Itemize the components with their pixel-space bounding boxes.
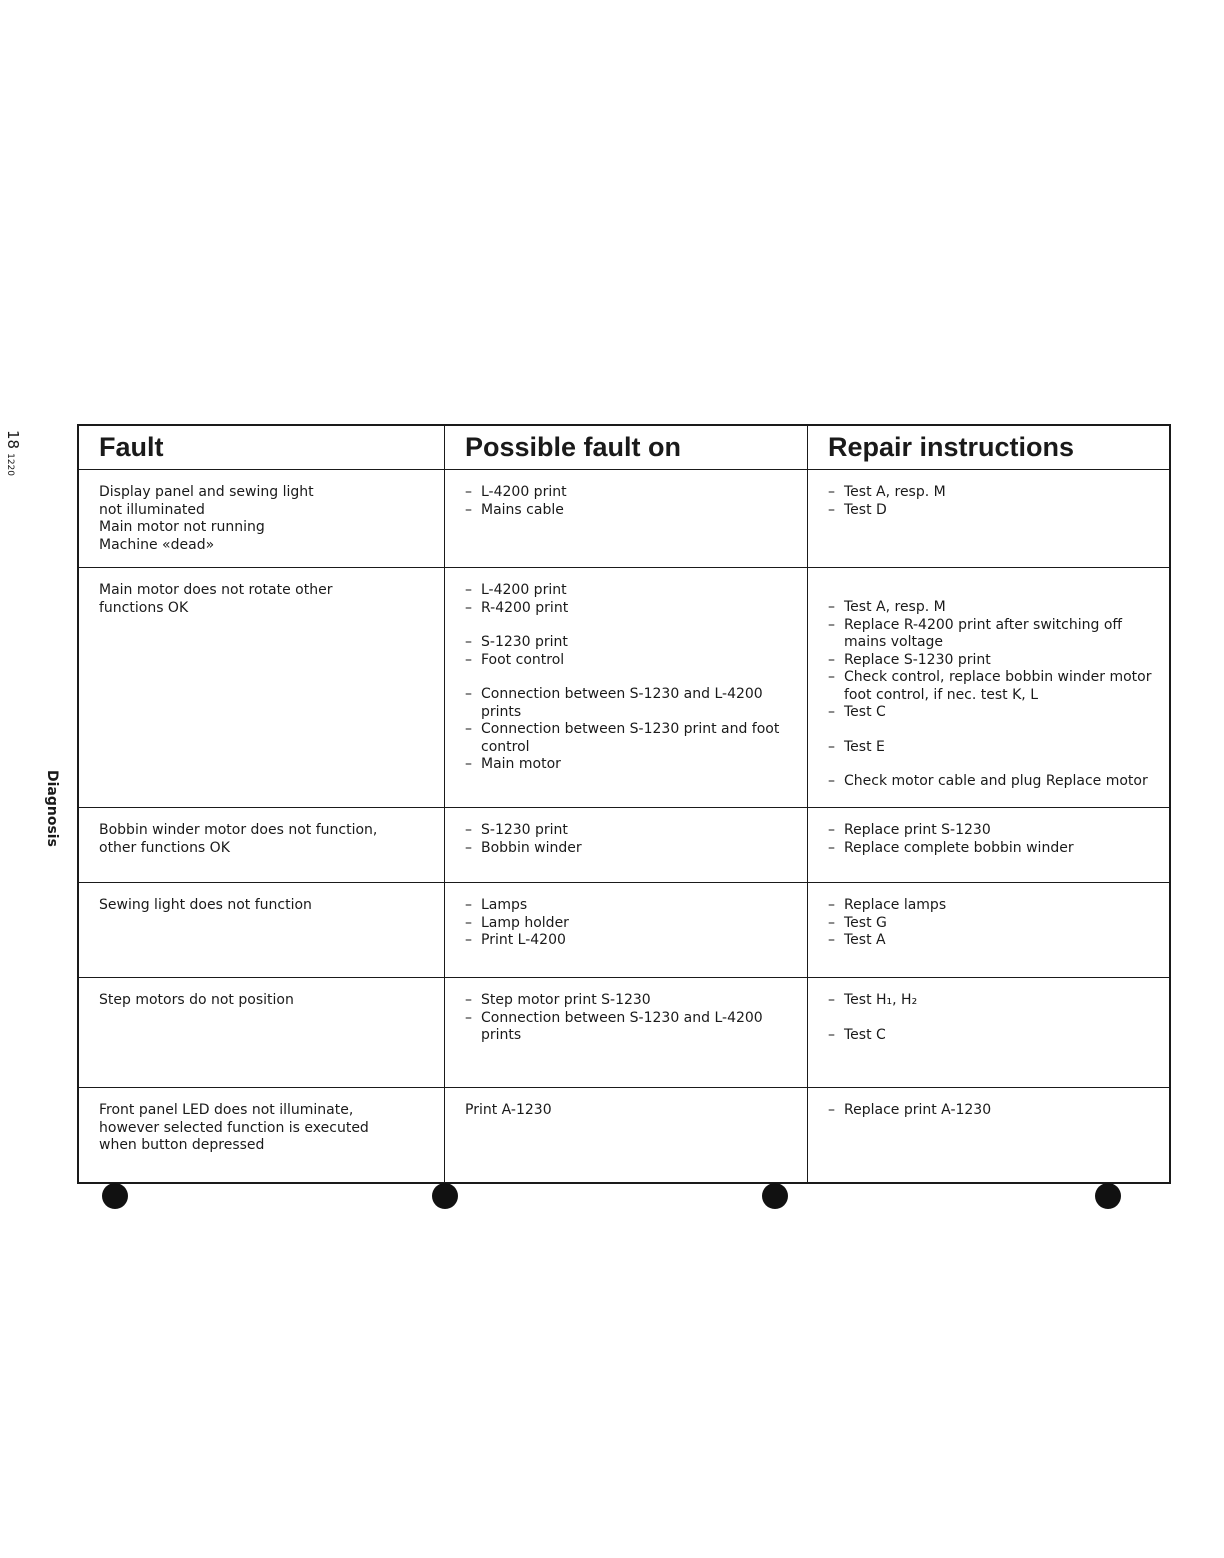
possible-fault-cell [445,808,808,883]
header-possible-fault-on: Possible fault on [445,426,808,470]
repair-item [828,822,1159,840]
possible-fault-text: Bobbin winder [481,839,582,856]
dash-bullet: – [828,669,835,685]
possible-fault-item [465,822,797,840]
possible-fault-item [465,897,797,915]
possible-fault-item [465,484,797,502]
dash-bullet: – [828,599,835,615]
fault-line: Sewing light does not function [99,897,312,913]
possible-fault-text: S-1230 print [481,822,568,838]
repair-text: Test H₁, H₂ [844,992,918,1008]
repair-cell [808,1088,1169,1182]
fault-line: Machine «dead» [99,536,215,553]
dash-bullet: – [465,992,472,1008]
possible-fault-item [465,634,797,652]
possible-fault-text: Print A-1230 [465,1102,552,1118]
dash-bullet: – [828,773,835,789]
repair-text: Test A, resp. M [844,599,946,615]
dash-bullet: – [828,822,835,838]
possible-fault-item [465,600,797,618]
possible-fault-item [465,502,797,520]
repair-cell [808,568,1169,808]
dash-bullet: – [465,822,472,838]
possible-fault-text: Lamp holder [481,914,569,931]
possible-fault-item [465,721,797,756]
dash-bullet: – [465,634,472,650]
page-code: 1220 [5,453,15,476]
dash-bullet: – [828,651,835,668]
possible-fault-item [465,840,797,858]
dash-bullet: – [465,484,472,500]
repair-cell [808,978,1169,1088]
fault-cell [79,1088,445,1182]
repair-item [828,1102,1159,1120]
spacer [465,617,797,634]
repair-text: Test G [844,914,887,931]
possible-fault-cell [445,470,808,568]
fault-line: when button depressed [99,1137,265,1153]
dash-bullet: – [828,1102,835,1118]
repair-text: Test C [844,1026,886,1043]
possible-fault-item [465,915,797,933]
repair-text: Replace R-4200 print after switching off mains voltage [844,616,1123,650]
possible-fault-text: Mains cable [481,501,564,518]
header-repair-instructions: Repair instructions [808,426,1169,470]
repair-item [828,739,1159,757]
repair-item [828,773,1159,791]
spacer [465,669,797,686]
binding-hole [432,1183,458,1209]
repair-text: Replace S-1230 print [844,651,991,668]
possible-fault-text: L-4200 print [481,484,567,500]
binding-hole [762,1183,788,1209]
repair-text: Test E [844,738,885,755]
possible-fault-text: Connection between S-1230 print and foot control [481,721,780,755]
binding-hole [1095,1183,1121,1209]
dash-bullet: – [465,897,472,913]
dash-bullet: – [465,1009,472,1026]
possible-fault-item [465,652,797,670]
fault-cell [79,470,445,568]
dash-bullet: – [828,501,835,518]
possible-fault-item [465,992,797,1010]
possible-fault-text: R-4200 print [481,599,569,616]
possible-fault-cell [445,883,808,978]
possible-fault-item [465,1102,797,1120]
possible-fault-item [465,686,797,721]
repair-item [828,599,1159,617]
fault-line: Bobbin winder motor does not function, [99,822,378,838]
possible-fault-item [465,1010,797,1045]
dash-bullet: – [465,501,472,518]
dash-bullet: – [465,599,472,616]
fault-line: Front panel LED does not illuminate, [99,1102,354,1118]
fault-line: Step motors do not position [99,992,294,1008]
dash-bullet: – [828,704,835,720]
repair-cell [808,470,1169,568]
fault-line: not illuminated [99,501,205,518]
possible-fault-text: S-1230 print [481,634,568,650]
binding-hole [102,1183,128,1209]
repair-text: Test A [844,932,886,948]
repair-item [828,992,1159,1010]
repair-item [828,652,1159,670]
possible-fault-text: Step motor print S-1230 [481,992,651,1008]
repair-item [828,915,1159,933]
repair-text: Replace lamps [844,897,947,913]
possible-fault-text: Foot control [481,651,565,668]
dash-bullet: – [465,932,472,948]
dash-bullet: – [828,738,835,755]
page-number: 181220 [4,430,22,476]
repair-item [828,669,1159,704]
repair-item [828,840,1159,858]
possible-fault-item [465,756,797,774]
dash-bullet: – [465,756,472,772]
repair-text: Replace complete bobbin winder [844,839,1074,856]
dash-bullet: – [465,651,472,668]
repair-text: Check control, replace bobbin winder motor foot control, if nec. test K, L [844,669,1152,703]
repair-cell [808,883,1169,978]
repair-text: Check motor cable and plug Replace motor [844,773,1148,789]
dash-bullet: – [828,1026,835,1043]
fault-cell [79,568,445,808]
dash-bullet: – [465,582,472,598]
dash-bullet: – [828,914,835,931]
repair-text: Replace print A-1230 [844,1102,992,1118]
possible-fault-cell [445,568,808,808]
fault-line: other functions OK [99,839,230,856]
possible-fault-item [465,582,797,600]
fault-line: Main motor not running [99,519,265,535]
possible-fault-text: L-4200 print [481,582,567,598]
repair-text: Test A, resp. M [844,484,946,500]
repair-item [828,897,1159,915]
repair-item [828,932,1159,950]
dash-bullet: – [828,484,835,500]
repair-text: Replace print S-1230 [844,822,991,838]
dash-bullet: – [828,992,835,1008]
possible-fault-text: Print L-4200 [481,932,566,948]
repair-item [828,617,1159,652]
repair-cell [808,808,1169,883]
repair-item [828,484,1159,502]
possible-fault-text: Lamps [481,897,528,913]
repair-item [828,502,1159,520]
dash-bullet: – [828,897,835,913]
fault-line: Main motor does not rotate other [99,582,333,598]
fault-line: Display panel and sewing light [99,484,314,500]
dash-bullet: – [465,839,472,856]
spacer [828,582,1159,599]
dash-bullet: – [465,914,472,931]
repair-text: Test C [844,704,886,720]
spacer [828,1010,1159,1027]
possible-fault-item [465,932,797,950]
diagnosis-table [77,424,1171,1184]
repair-item [828,1027,1159,1045]
possible-fault-text: Main motor [481,756,561,772]
fault-cell [79,978,445,1088]
repair-item [828,704,1159,722]
fault-line: functions OK [99,599,189,616]
fault-cell [79,883,445,978]
dash-bullet: – [828,932,835,948]
possible-fault-cell [445,1088,808,1182]
fault-line: however selected function is executed [99,1119,369,1136]
spacer [828,722,1159,739]
section-label: Diagnosis [44,770,60,847]
repair-text: Test D [844,501,887,518]
possible-fault-text: Connection between S-1230 and L-4200 prints [481,1009,763,1043]
dash-bullet: – [465,721,472,737]
spacer [828,756,1159,773]
header-fault: Fault [79,426,445,470]
dash-bullet: – [465,686,472,702]
fault-cell [79,808,445,883]
possible-fault-text: Connection between S-1230 and L-4200 prints [481,686,763,720]
dash-bullet: – [828,839,835,856]
dash-bullet: – [828,616,835,633]
possible-fault-cell [445,978,808,1088]
